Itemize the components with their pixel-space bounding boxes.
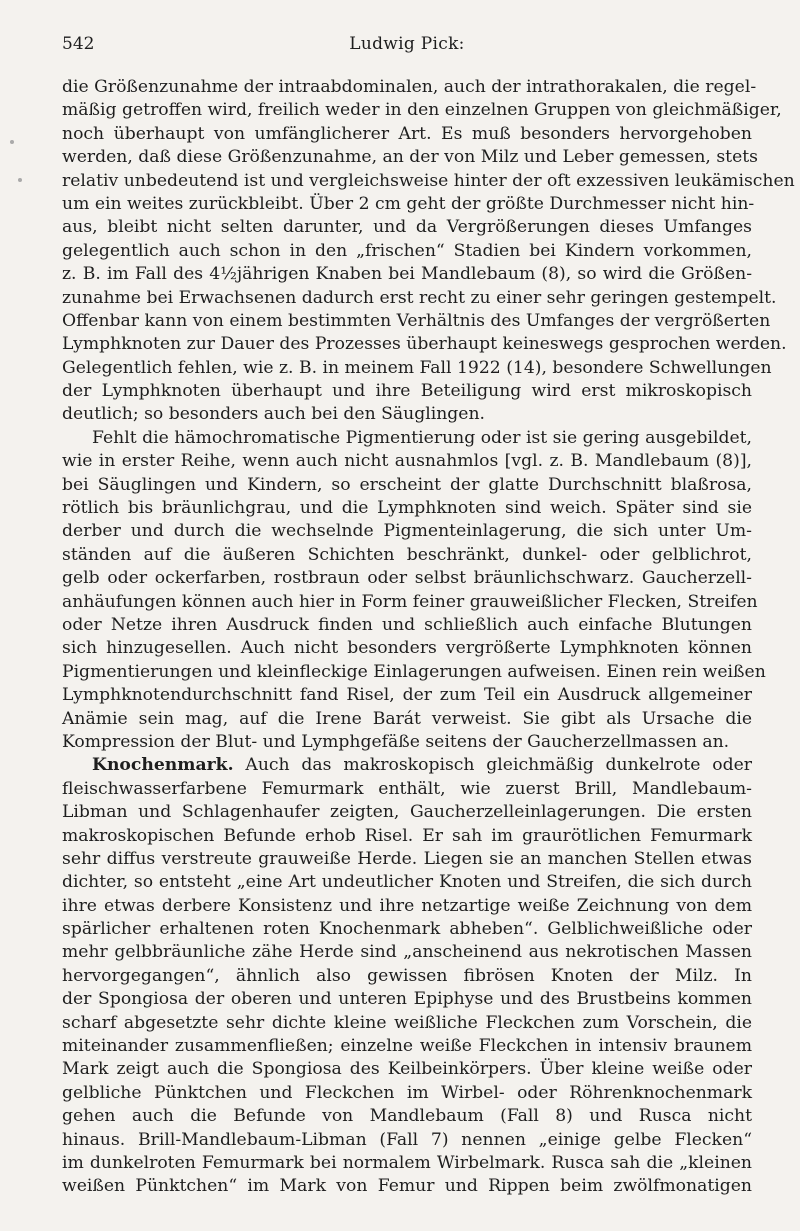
running-head: Ludwig Pick: xyxy=(349,34,465,54)
text-line: ihre etwas derbere Konsistenz und ihre netzartige weiße Zeichnung von dem xyxy=(62,895,752,916)
text-line: sich hinzugesellen. Auch nicht besonders vergrößerte Lymphknoten können xyxy=(62,638,752,659)
text-line: gelbliche Pünktchen und Fleckchen im Wirbel- oder Röhrenknochenmark xyxy=(62,1082,752,1103)
paragraph xyxy=(62,427,766,754)
text-line: Mark zeigt auch die Spongiosa des Keilbeinkörpers. Über kleine weiße oder xyxy=(62,1059,752,1080)
text-line: aus, bleibt nicht selten darunter, und da Vergrößerungen dieses Umfanges xyxy=(62,217,752,238)
text-line: deutlich; so besonders auch bei den Säuglingen. xyxy=(62,404,485,425)
text-line: gehen auch die Befunde von Mandlebaum (Fall 8) und Rusca nicht xyxy=(62,1106,752,1127)
text-line: rötlich bis bräunlichgrau, und die Lymphknoten sind weich. Später sind sie xyxy=(62,498,752,519)
text-line: anhäufungen können auch hier in Form feiner grauweißlicher Flecken, Streifen xyxy=(62,591,758,612)
text-line: Anämie sein mag, auf die Irene Barát verweist. Sie gibt als Ursache die xyxy=(62,708,752,729)
text-line: Libman und Schlagenhaufer zeigten, Gaucherzelleinlagerungen. Die ersten xyxy=(62,802,752,823)
text-line: Lymphknoten zur Dauer des Prozesses überhaupt keineswegs gesprochen werden. xyxy=(62,334,787,355)
section-heading: Knochenmark. xyxy=(92,755,234,776)
text-line: spärlicher erhaltenen roten Knochenmark abheben“. Gelblichweißliche oder xyxy=(62,919,752,940)
text-line: Lymphknotendurchschnitt fand Risel, der zum Teil ein Ausdruck allgemeiner xyxy=(62,685,752,706)
text-line: oder Netze ihren Ausdruck finden und schließlich auch einfache Blutungen xyxy=(62,614,752,635)
paragraph xyxy=(62,76,795,427)
text-line: noch überhaupt von umfänglicherer Art. Es muß besonders hervorgehoben xyxy=(62,123,752,144)
page-number: 542 xyxy=(62,34,95,54)
text-line: wie in erster Reihe, wenn auch nicht ausnahmlos [vgl. z. B. Mandlebaum (8)], xyxy=(62,451,752,472)
text-line: ständen auf die äußeren Schichten beschränkt, dunkel- oder gelblichrot, xyxy=(62,544,752,565)
text-line: z. B. im Fall des 4½jährigen Knaben bei Mandlebaum (8), so wird die Größen- xyxy=(62,264,752,285)
text-line: die Größenzunahme der intraabdominalen, auch der intrathorakalen, die regel- xyxy=(62,77,757,97)
text-line: Gelegentlich fehlen, wie z. B. in meinem Fall 1922 (14), besondere Schwellungen xyxy=(62,357,772,378)
body-text xyxy=(62,76,795,1199)
text-line: zunahme bei Erwachsenen dadurch erst recht zu einer sehr geringen gestempelt. xyxy=(62,287,777,308)
text-line: hinaus. Brill-Mandlebaum-Libman (Fall 7) nennen „einige gelbe Flecken“ xyxy=(62,1129,752,1150)
text-line: Offenbar kann von einem bestimmten Verhältnis des Umfanges der vergrößerten xyxy=(62,310,771,331)
text-line xyxy=(62,754,752,777)
text-line: makroskopischen Befunde erhob Risel. Er sah im graurötlichen Femurmark xyxy=(62,825,752,846)
text-line: der Spongiosa der oberen und unteren Epiphyse und des Brustbeins kommen xyxy=(62,989,752,1010)
margin-speck xyxy=(10,140,14,144)
text-line: relativ unbedeutend ist und vergleichsweise hinter der oft exzessiven leukämischen xyxy=(62,170,795,191)
text-line: bei Säuglingen und Kindern, so erscheint der glatte Durchschnitt blaßrosa, xyxy=(62,474,752,495)
text-line: der Lymphknoten überhaupt und ihre Beteiligung wird erst mikroskopisch xyxy=(62,381,752,402)
text-line: miteinander zusammenfließen; einzelne weiße Fleckchen in intensiv braunem xyxy=(62,1036,752,1057)
text-line: weißen Pünktchen“ im Mark von Femur und Rippen beim zwölfmonatigen xyxy=(62,1176,752,1197)
text-line-rest: Auch das makroskopisch gleichmäßig dunkelrote oder xyxy=(245,755,752,776)
text-line: Kompression der Blut- und Lymphgefäße seitens der Gaucherzellmassen an. xyxy=(62,731,730,752)
text-line: um ein weites zurückbleibt. Über 2 cm geht der größte Durchmesser nicht hin- xyxy=(62,193,755,214)
text-line: Pigmentierungen und kleinfleckige Einlagerungen aufweisen. Einen rein weißen xyxy=(62,661,766,682)
text-line: mehr gelbbräunliche zähe Herde sind „anscheinend aus nekrotischen Massen xyxy=(62,942,752,963)
margin-speck xyxy=(18,178,22,182)
page-header xyxy=(62,34,752,58)
paragraph xyxy=(62,754,752,1198)
text-line: derber und durch die wechselnde Pigmenteinlagerung, die sich unter Um- xyxy=(62,521,752,542)
text-line: fleischwasserfarbene Femurmark enthält, wie zuerst Brill, Mandlebaum- xyxy=(62,778,752,799)
text-line: dichter, so entsteht „eine Art undeutlicher Knoten und Streifen, die sich durch xyxy=(62,872,752,893)
text-line: scharf abgesetzte sehr dichte kleine weißliche Fleckchen zum Vorschein, die xyxy=(62,1012,752,1033)
text-line: gelb oder ockerfarben, rostbraun oder selbst bräunlichschwarz. Gaucherzell- xyxy=(62,568,752,589)
text-line: werden, daß diese Größenzunahme, an der von Milz und Leber gemessen, stets xyxy=(62,147,758,168)
text-line: mäßig getroffen wird, freilich weder in den einzelnen Gruppen von gleichmäßiger, xyxy=(62,100,782,121)
text-line: sehr diffus verstreute grauweiße Herde. Liegen sie an manchen Stellen etwas xyxy=(62,848,752,869)
text-line: Fehlt die hämochromatische Pigmentierung oder ist sie gering ausgebildet, xyxy=(92,427,752,448)
text-line: im dunkelroten Femurmark bei normalem Wirbelmark. Rusca sah die „kleinen xyxy=(62,1152,752,1173)
text-line: hervorgegangen“, ähnlich also gewissen fibrösen Knoten der Milz. In xyxy=(62,965,752,986)
text-line: gelegentlich auch schon in den „frischen“ Stadien bei Kindern vorkommen, xyxy=(62,240,752,261)
